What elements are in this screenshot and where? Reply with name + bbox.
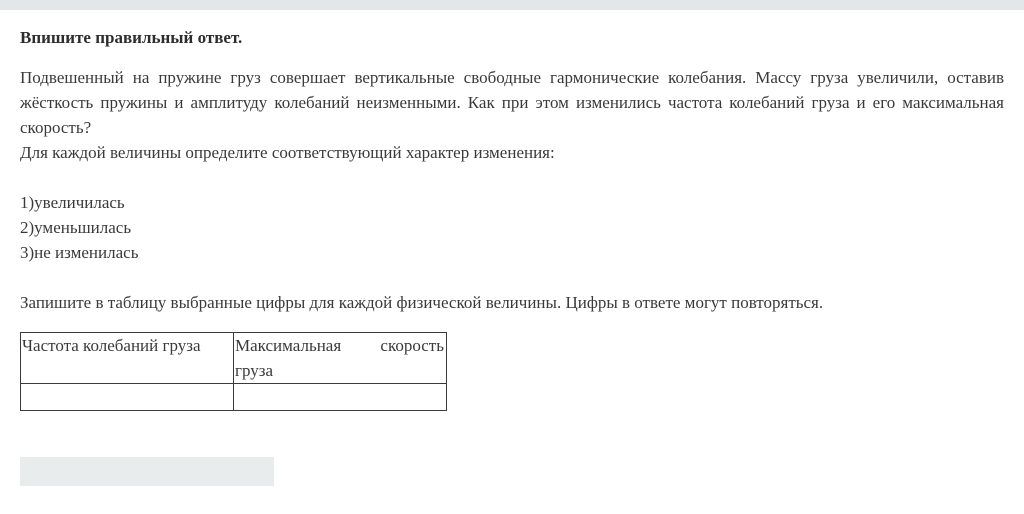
option-increased: 1)увеличилась (20, 193, 125, 212)
header-frequency: Частота колебаний груза (21, 333, 234, 384)
problem-prompt: Для каждой величины определите соответствующий характер изменения: (20, 143, 555, 162)
change-options-list (20, 190, 1004, 265)
answer-input-max-speed[interactable] (235, 385, 444, 410)
question-container (20, 27, 1004, 411)
question-instruction: Впишите правильный ответ. (20, 28, 243, 47)
table-instruction: Запишите в таблицу выбранные цифры для каждой физической величины. Цифры в ответе могут повторяться. (20, 293, 824, 312)
answer-input-frequency[interactable] (22, 385, 231, 410)
top-bar (0, 0, 1024, 10)
answer-table-input-row (21, 384, 447, 411)
option-decreased: 2)уменьшилась (20, 218, 132, 237)
answer-cell-frequency[interactable] (21, 384, 234, 411)
answer-cell-max-speed[interactable] (234, 384, 447, 411)
problem-text: Подвешенный на пружине груз совершает вертикальные свободные гармонические колебания. Массу груза увеличили, оставив жёсткость пружины и амплитуду колебаний неизменными. Как при этом изменились частота колебаний груза и его максимальная скорость? (20, 68, 1004, 137)
spacer (20, 165, 1004, 190)
option-unchanged: 3)не изменилась (20, 243, 139, 262)
spacer (20, 265, 1004, 290)
header-max-speed: Максимальная скорость груза (234, 333, 447, 384)
answer-table (20, 332, 447, 411)
answer-table-header-row (21, 333, 447, 384)
submit-button-placeholder[interactable] (20, 457, 274, 486)
